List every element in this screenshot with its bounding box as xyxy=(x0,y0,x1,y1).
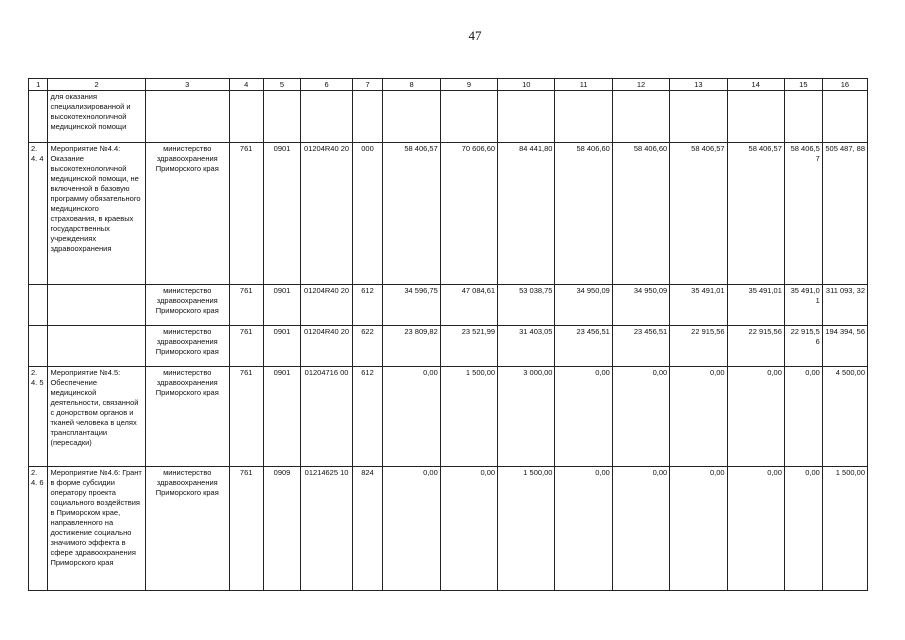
cell-total: 194 394, 56 xyxy=(822,326,867,367)
measure-description: Мероприятие №4.4: Оказание высокотехнологичной медицинской помощи, не включенной в базовую программу обязательного медицинского страхования, в краевых государственных учреждениях здравоохранения xyxy=(48,143,145,285)
cell-total: 505 487, 88 xyxy=(822,143,867,285)
header-cell: 8 xyxy=(383,79,440,91)
cell-value: 23 456,51 xyxy=(612,326,669,367)
header-cell: 3 xyxy=(145,79,229,91)
executor: министерство здравоохранения Приморского края xyxy=(145,467,229,591)
cell-value: 3 000,00 xyxy=(498,367,555,467)
header-cell: 12 xyxy=(612,79,669,91)
header-row xyxy=(29,79,868,91)
table-row xyxy=(29,467,868,591)
cell-value: 31 403,05 xyxy=(498,326,555,367)
item-number: 2. 4. 6 xyxy=(29,467,48,591)
header-cell: 5 xyxy=(263,79,301,91)
cell-target-code: 01204716 00 xyxy=(301,367,352,467)
measure-description: Мероприятие №4.6: Грант в форме субсидии оператору проекта социального воздействия в Приморском крае, направленного на достижение социально значимого эффекта в сфере здравоохранения Приморского края xyxy=(48,467,145,591)
cell-value: 58 406,57 xyxy=(670,143,727,285)
cell-value: 0,00 xyxy=(440,467,497,591)
cell-grbs: 761 xyxy=(229,285,263,326)
cell-value: 58 406,60 xyxy=(612,143,669,285)
cell-grbs: 761 xyxy=(229,367,263,467)
cell-value: 0,00 xyxy=(727,367,784,467)
cell-value: 23 521,99 xyxy=(440,326,497,367)
executor: министерство здравоохранения Приморского края xyxy=(145,143,229,285)
cell-value: 23 809,82 xyxy=(383,326,440,367)
header-cell: 11 xyxy=(555,79,612,91)
cell-expense-type: 612 xyxy=(352,285,383,326)
cell-value: 0,00 xyxy=(555,367,612,467)
cell-value: 22 915,56 xyxy=(727,326,784,367)
table-row xyxy=(29,91,868,143)
cell-section: 0901 xyxy=(263,326,301,367)
cell-section: 0909 xyxy=(263,467,301,591)
cell-grbs: 761 xyxy=(229,326,263,367)
cell-value: 58 406,57 xyxy=(383,143,440,285)
cell-value: 1 500,00 xyxy=(498,467,555,591)
cell-value: 0,00 xyxy=(383,467,440,591)
cell-value: 0,00 xyxy=(612,367,669,467)
cell-value: 0,00 xyxy=(727,467,784,591)
cell-value: 35 491,0 1 xyxy=(784,285,822,326)
cell-value: 0,00 xyxy=(784,467,822,591)
cell-expense-type: 622 xyxy=(352,326,383,367)
cell-value: 0,00 xyxy=(383,367,440,467)
cell-target-code: 01204R40 20 xyxy=(301,326,352,367)
cell-expense-type: 824 xyxy=(352,467,383,591)
cell-section: 0901 xyxy=(263,285,301,326)
header-cell: 1 xyxy=(29,79,48,91)
cell-grbs: 761 xyxy=(229,467,263,591)
header-cell: 10 xyxy=(498,79,555,91)
cell-section: 0901 xyxy=(263,143,301,285)
item-number: 2. 4. 5 xyxy=(29,367,48,467)
item-number: 2. 4. 4 xyxy=(29,143,48,285)
cell-value: 34 950,09 xyxy=(612,285,669,326)
cell-value: 0,00 xyxy=(670,467,727,591)
cell-value: 34 596,75 xyxy=(383,285,440,326)
cell-expense-type: 612 xyxy=(352,367,383,467)
cell-value: 22 915,5 6 xyxy=(784,326,822,367)
measure-description: для оказания специализированной и высокотехнологичной медицинской помощи xyxy=(48,91,145,143)
cell-value: 23 456,51 xyxy=(555,326,612,367)
header-cell: 13 xyxy=(670,79,727,91)
header-cell: 15 xyxy=(784,79,822,91)
cell-value: 35 491,01 xyxy=(670,285,727,326)
table-row xyxy=(29,326,868,367)
cell-target-code: 01204R40 20 xyxy=(301,285,352,326)
cell-value: 0,00 xyxy=(784,367,822,467)
cell-value: 58 406,5 7 xyxy=(784,143,822,285)
cell-value: 0,00 xyxy=(612,467,669,591)
table-row xyxy=(29,367,868,467)
table-row xyxy=(29,285,868,326)
cell-value: 53 038,75 xyxy=(498,285,555,326)
cell-total: 311 093, 32 xyxy=(822,285,867,326)
executor: министерство здравоохранения Приморского края xyxy=(145,285,229,326)
cell-section: 0901 xyxy=(263,367,301,467)
header-cell: 4 xyxy=(229,79,263,91)
executor: министерство здравоохранения Приморского края xyxy=(145,326,229,367)
header-cell: 16 xyxy=(822,79,867,91)
cell-value: 58 406,57 xyxy=(727,143,784,285)
header-cell: 9 xyxy=(440,79,497,91)
header-cell: 14 xyxy=(727,79,784,91)
executor: министерство здравоохранения Приморского края xyxy=(145,367,229,467)
cell-value: 58 406,60 xyxy=(555,143,612,285)
cell-total: 1 500,00 xyxy=(822,467,867,591)
cell-target-code: 01214625 10 xyxy=(301,467,352,591)
cell-total: 4 500,00 xyxy=(822,367,867,467)
cell-value: 1 500,00 xyxy=(440,367,497,467)
page-number: 47 xyxy=(468,28,482,43)
cell-value: 0,00 xyxy=(555,467,612,591)
header-cell: 7 xyxy=(352,79,383,91)
header-cell: 2 xyxy=(48,79,145,91)
cell-value: 34 950,09 xyxy=(555,285,612,326)
cell-target-code: 01204R40 20 xyxy=(301,143,352,285)
cell-value: 22 915,56 xyxy=(670,326,727,367)
cell-value: 0,00 xyxy=(670,367,727,467)
table-row xyxy=(29,143,868,285)
cell-value: 70 606,60 xyxy=(440,143,497,285)
cell-value: 35 491,01 xyxy=(727,285,784,326)
cell-grbs: 761 xyxy=(229,143,263,285)
cell-value: 84 441,80 xyxy=(498,143,555,285)
measure-description: Мероприятие №4.5: Обеспечение медицинской деятельности, связанной с донорством органов и тканей человека в целях трансплантации (пересадки) xyxy=(48,367,145,467)
budget-table xyxy=(28,78,868,591)
cell-value: 47 084,61 xyxy=(440,285,497,326)
cell-expense-type: 000 xyxy=(352,143,383,285)
header-cell: 6 xyxy=(301,79,352,91)
